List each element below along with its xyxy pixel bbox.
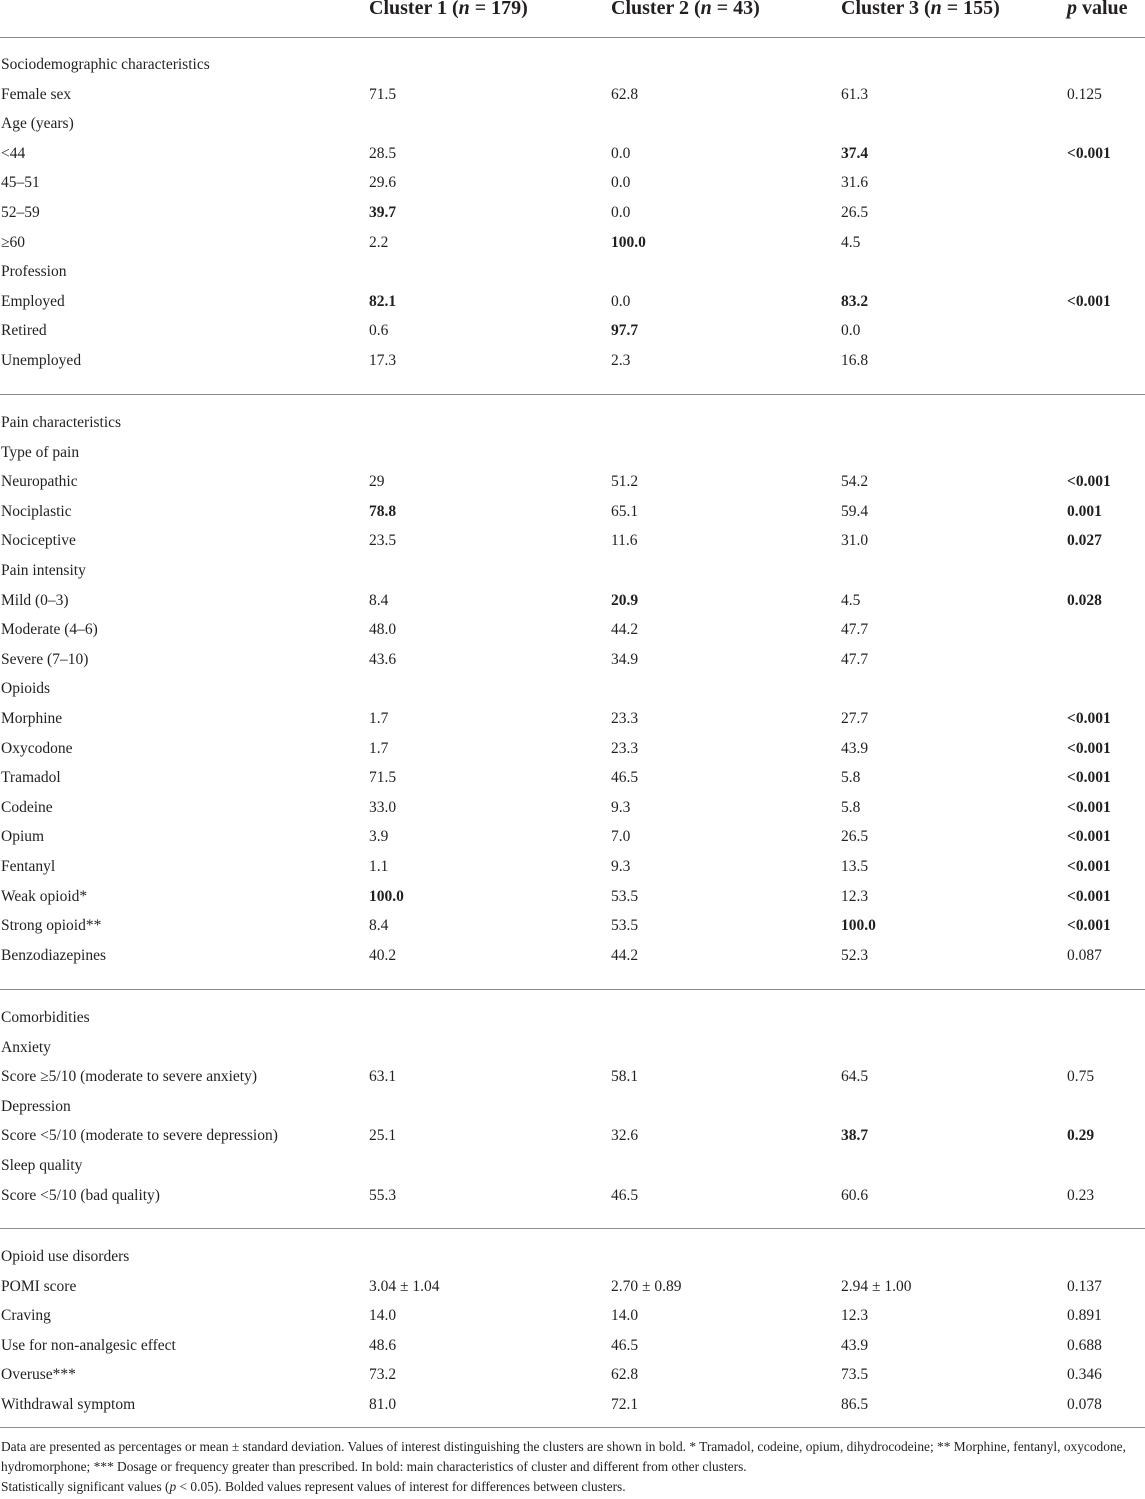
row-label: Unemployed — [1, 352, 82, 369]
table-rule — [0, 1228, 1145, 1229]
cluster-1-value: 8.4 — [369, 591, 389, 609]
row-label: Opium — [1, 828, 45, 846]
row-label: Strong opioid** — [1, 917, 102, 935]
cluster-2-value: 72.1 — [611, 1396, 639, 1413]
cluster-3-value: 26.5 — [841, 204, 869, 221]
cluster-1-value: 23.5 — [369, 532, 397, 550]
p-value: 0.137 — [1067, 1277, 1102, 1295]
cluster-1-value: 81.0 — [369, 1396, 397, 1413]
row-label: Overuse*** — [1, 1366, 76, 1384]
cluster-1-value: 1.1 — [369, 858, 389, 875]
cluster-1-value: 1.7 — [369, 710, 389, 727]
p-value: <0.001 — [1067, 473, 1111, 491]
cluster-2-value: 51.2 — [611, 473, 639, 491]
table-row — [0, 1360, 1145, 1389]
cluster-3-value: 59.4 — [841, 502, 869, 520]
row-label: Pain intensity — [1, 562, 86, 579]
cluster-3-value: 64.5 — [841, 1068, 869, 1086]
cluster-1-value: 78.8 — [369, 502, 397, 520]
row-label: Neuropathic — [1, 473, 78, 491]
table-rule — [0, 1427, 1145, 1428]
p-value: 0.346 — [1067, 1366, 1102, 1384]
row-label: Type of pain — [1, 443, 80, 461]
cluster-1-value: 71.5 — [369, 85, 397, 103]
cluster-2-value: 65.1 — [611, 502, 639, 520]
row-label: Craving — [1, 1307, 51, 1325]
cluster-1-value: 73.2 — [369, 1366, 397, 1384]
row-label: Nociceptive — [1, 532, 76, 550]
table-row — [0, 1033, 1145, 1062]
cluster-2-value: 46.5 — [611, 769, 639, 787]
table-row — [0, 911, 1145, 940]
cluster-3-value: 86.5 — [841, 1396, 869, 1413]
cluster-3-value: 43.9 — [841, 1336, 869, 1354]
table-row — [0, 734, 1145, 763]
table-row — [0, 1121, 1145, 1150]
row-label: Age (years) — [1, 115, 74, 133]
cluster-2-value: 7.0 — [611, 828, 631, 846]
p-value: <0.001 — [1067, 739, 1111, 757]
cluster-3-value: 38.7 — [841, 1127, 869, 1145]
cluster-1-value: 48.0 — [369, 621, 397, 639]
cluster-3-value: 4.5 — [841, 591, 861, 609]
cluster-2-value: 2.70 ± 0.89 — [611, 1277, 682, 1295]
cluster-3-value: 31.0 — [841, 532, 869, 550]
cluster-2-value: 32.6 — [611, 1127, 639, 1145]
table-row — [0, 1390, 1145, 1419]
cluster-3-value: 12.3 — [841, 887, 869, 905]
cluster-2-value: 34.9 — [611, 650, 639, 668]
p-value: <0.001 — [1067, 144, 1111, 162]
row-label: Morphine — [1, 710, 63, 727]
table-row — [0, 80, 1145, 109]
cluster-3-value: 12.3 — [841, 1307, 869, 1325]
row-label: <44 — [1, 144, 26, 162]
cluster-2-value: 0.0 — [611, 174, 631, 192]
table-row — [0, 645, 1145, 674]
p-value: 0.23 — [1067, 1186, 1095, 1204]
table-row — [0, 1092, 1145, 1121]
table-row — [0, 822, 1145, 851]
table-row — [0, 1331, 1145, 1360]
row-label: Severe (7–10) — [1, 650, 89, 668]
table-row — [0, 438, 1145, 467]
cluster-3-value: 47.7 — [841, 650, 869, 668]
table-row — [0, 287, 1145, 316]
row-label: Opioids — [1, 680, 51, 698]
row-label: Score ≥5/10 (moderate to severe anxiety) — [1, 1068, 257, 1086]
cluster-2-value: 20.9 — [611, 591, 639, 609]
p-value: <0.001 — [1067, 887, 1111, 905]
cluster-3-value: 5.8 — [841, 769, 861, 787]
cluster-2-value: 0.0 — [611, 204, 631, 221]
footnote-text: Data are presented as percentages or mean ± standard deviation. Values of interest distinguishing the clusters are shown in bold. * Tramadol, codeine, opium, dihydrocodeine; ** Morphine, fentanyl, oxycodone, hydromorphone; *** Dosage or frequency greater than prescribed. In bold: main characteristics of cluster and different from other clusters. — [1, 1439, 1126, 1474]
row-label: Depression — [1, 1097, 71, 1115]
table-row — [0, 793, 1145, 822]
table-row — [0, 674, 1145, 703]
header-cluster-1: Cluster 1 (n = 179) — [369, 0, 528, 19]
table-row — [0, 1301, 1145, 1330]
row-label: POMI score — [1, 1277, 77, 1295]
table-row — [0, 198, 1145, 227]
cluster-3-value: 13.5 — [841, 858, 869, 875]
cluster-1-value: 2.2 — [369, 233, 389, 251]
p-value: 0.027 — [1067, 532, 1102, 550]
table-row — [0, 615, 1145, 644]
cluster-1-value: 3.04 ± 1.04 — [369, 1277, 440, 1295]
p-value: 0.078 — [1067, 1396, 1102, 1413]
cluster-3-value: 2.94 ± 1.00 — [841, 1277, 912, 1295]
header-cluster-3: Cluster 3 (n = 155) — [841, 0, 1000, 19]
row-label: Weak opioid* — [1, 887, 88, 905]
table-rule — [0, 394, 1145, 395]
table-footnote — [1, 1437, 1141, 1497]
cluster-2-value: 23.3 — [611, 739, 639, 757]
row-label: Employed — [1, 292, 65, 310]
table-row — [0, 408, 1145, 437]
table-row — [0, 882, 1145, 911]
row-label: Oxycodone — [1, 739, 73, 757]
row-label: Benzodiazepines — [1, 946, 107, 964]
table-row — [0, 467, 1145, 496]
cluster-3-value: 47.7 — [841, 621, 869, 639]
cluster-2-value: 44.2 — [611, 946, 639, 964]
cluster-1-value: 48.6 — [369, 1336, 397, 1354]
table-rule — [0, 989, 1145, 990]
header-cluster-2: Cluster 2 (n = 43) — [611, 0, 760, 19]
cluster-3-value: 54.2 — [841, 473, 869, 491]
p-value: 0.087 — [1067, 946, 1102, 964]
table-row — [0, 852, 1145, 881]
cluster-1-value: 1.7 — [369, 739, 389, 757]
cluster-3-value: 16.8 — [841, 352, 869, 369]
p-value: <0.001 — [1067, 710, 1111, 727]
p-value: 0.891 — [1067, 1307, 1102, 1325]
cluster-1-value: 55.3 — [369, 1186, 397, 1204]
row-label: Fentanyl — [1, 858, 56, 875]
row-label: ≥60 — [1, 233, 26, 251]
p-value: 0.29 — [1067, 1127, 1095, 1145]
cluster-1-value: 100.0 — [369, 887, 404, 905]
p-value: 0.028 — [1067, 591, 1102, 609]
cluster-2-value: 46.5 — [611, 1186, 639, 1204]
table-row — [0, 941, 1145, 970]
cluster-2-value: 0.0 — [611, 144, 631, 162]
cluster-2-value: 11.6 — [611, 532, 638, 550]
table-row — [0, 1272, 1145, 1301]
cluster-1-value: 40.2 — [369, 946, 397, 964]
cluster-1-value: 0.6 — [369, 322, 389, 340]
row-label: Anxiety — [1, 1038, 51, 1056]
row-label: Retired — [1, 322, 47, 340]
cluster-2-value: 9.3 — [611, 858, 631, 875]
cluster-1-value: 14.0 — [369, 1307, 397, 1325]
cluster-3-value: 60.6 — [841, 1186, 869, 1204]
cluster-3-value: 5.8 — [841, 798, 861, 816]
table-row — [0, 50, 1145, 79]
cluster-3-value: 26.5 — [841, 828, 869, 846]
cluster-2-value: 97.7 — [611, 322, 639, 340]
cluster-1-value: 71.5 — [369, 769, 397, 787]
p-value: 0.001 — [1067, 502, 1102, 520]
cluster-3-value: 52.3 — [841, 946, 869, 964]
table-row — [0, 316, 1145, 345]
cluster-1-value: 29 — [369, 473, 385, 491]
cluster-1-value: 63.1 — [369, 1068, 397, 1086]
table-rule — [0, 37, 1145, 38]
p-value: <0.001 — [1067, 292, 1111, 310]
row-label: Sociodemographic characteristics — [1, 56, 210, 73]
table-row — [0, 1181, 1145, 1210]
cluster-1-value: 17.3 — [369, 352, 397, 369]
cluster-2-value: 100.0 — [611, 233, 646, 251]
row-label: Female sex — [1, 85, 72, 103]
table-row — [0, 763, 1145, 792]
cluster-1-value: 3.9 — [369, 828, 389, 846]
table-row — [0, 109, 1145, 138]
table-row — [0, 586, 1145, 615]
table-row — [0, 168, 1145, 197]
table-row — [0, 228, 1145, 257]
cluster-2-value: 2.3 — [611, 352, 631, 369]
table-row — [0, 257, 1145, 286]
table-row — [0, 497, 1145, 526]
row-label: 45–51 — [1, 174, 40, 192]
row-label: Moderate (4–6) — [1, 621, 98, 639]
cluster-3-value: 31.6 — [841, 174, 869, 192]
cluster-2-value: 53.5 — [611, 887, 639, 905]
cluster-2-value: 14.0 — [611, 1307, 639, 1325]
row-label: Tramadol — [1, 769, 61, 787]
table-row — [0, 1062, 1145, 1091]
cluster-1-value: 82.1 — [369, 292, 397, 310]
header-p-value: p value — [1067, 0, 1128, 19]
p-value: <0.001 — [1067, 828, 1111, 846]
cluster-3-value: 61.3 — [841, 85, 869, 103]
cluster-2-value: 62.8 — [611, 85, 639, 103]
p-value: 0.688 — [1067, 1336, 1102, 1354]
p-value: <0.001 — [1067, 917, 1111, 935]
cluster-3-value: 83.2 — [841, 292, 869, 310]
row-label: Withdrawal symptom — [1, 1396, 136, 1413]
cluster-3-value: 43.9 — [841, 739, 869, 757]
p-value: <0.001 — [1067, 798, 1111, 816]
cluster-2-value: 53.5 — [611, 917, 639, 935]
row-label: Use for non-analgesic effect — [1, 1336, 176, 1354]
table-row — [0, 526, 1145, 555]
cluster-3-value: 100.0 — [841, 917, 876, 935]
cluster-1-value: 28.5 — [369, 144, 397, 162]
row-label: Pain characteristics — [1, 414, 122, 431]
table-row — [0, 1003, 1145, 1032]
cluster-2-value: 46.5 — [611, 1336, 639, 1354]
row-label: Sleep quality — [1, 1157, 83, 1174]
cluster-2-value: 0.0 — [611, 292, 631, 310]
row-label: Nociplastic — [1, 502, 72, 520]
row-label: Score <5/10 (moderate to severe depression) — [1, 1127, 278, 1145]
table-row — [0, 1242, 1145, 1271]
cluster-3-value: 0.0 — [841, 322, 861, 340]
cluster-2-value: 62.8 — [611, 1366, 639, 1384]
cluster-3-value: 4.5 — [841, 233, 861, 251]
cluster-2-value: 58.1 — [611, 1068, 639, 1086]
p-value: 0.125 — [1067, 85, 1102, 103]
row-label: Profession — [1, 263, 67, 281]
cluster-1-value: 33.0 — [369, 798, 397, 816]
cluster-2-value: 23.3 — [611, 710, 639, 727]
row-label: 52–59 — [1, 204, 40, 221]
row-label: Comorbidities — [1, 1009, 90, 1026]
table-header — [0, 0, 1145, 36]
cluster-2-value: 9.3 — [611, 798, 631, 816]
row-label: Codeine — [1, 798, 53, 816]
table-row — [0, 704, 1145, 733]
table-row — [0, 346, 1145, 375]
cluster-3-value: 37.4 — [841, 144, 869, 162]
table-row — [0, 139, 1145, 168]
p-value: 0.75 — [1067, 1068, 1095, 1086]
row-label: Opioid use disorders — [1, 1248, 130, 1265]
cluster-1-value: 39.7 — [369, 204, 397, 221]
cluster-1-value: 29.6 — [369, 174, 397, 192]
cluster-1-value: 25.1 — [369, 1127, 397, 1145]
p-value: <0.001 — [1067, 769, 1111, 787]
cluster-3-value: 73.5 — [841, 1366, 869, 1384]
cluster-1-value: 43.6 — [369, 650, 397, 668]
row-label: Score <5/10 (bad quality) — [1, 1186, 160, 1204]
table-row — [0, 1151, 1145, 1180]
cluster-3-value: 27.7 — [841, 710, 869, 727]
row-label: Mild (0–3) — [1, 591, 69, 609]
cluster-1-value: 8.4 — [369, 917, 389, 935]
table-row — [0, 556, 1145, 585]
p-value: <0.001 — [1067, 858, 1111, 875]
cluster-2-value: 44.2 — [611, 621, 639, 639]
footnote-significance: Statistically significant values (p < 0.05). Bolded values represent values of interest for differences between clusters. — [1, 1479, 626, 1494]
